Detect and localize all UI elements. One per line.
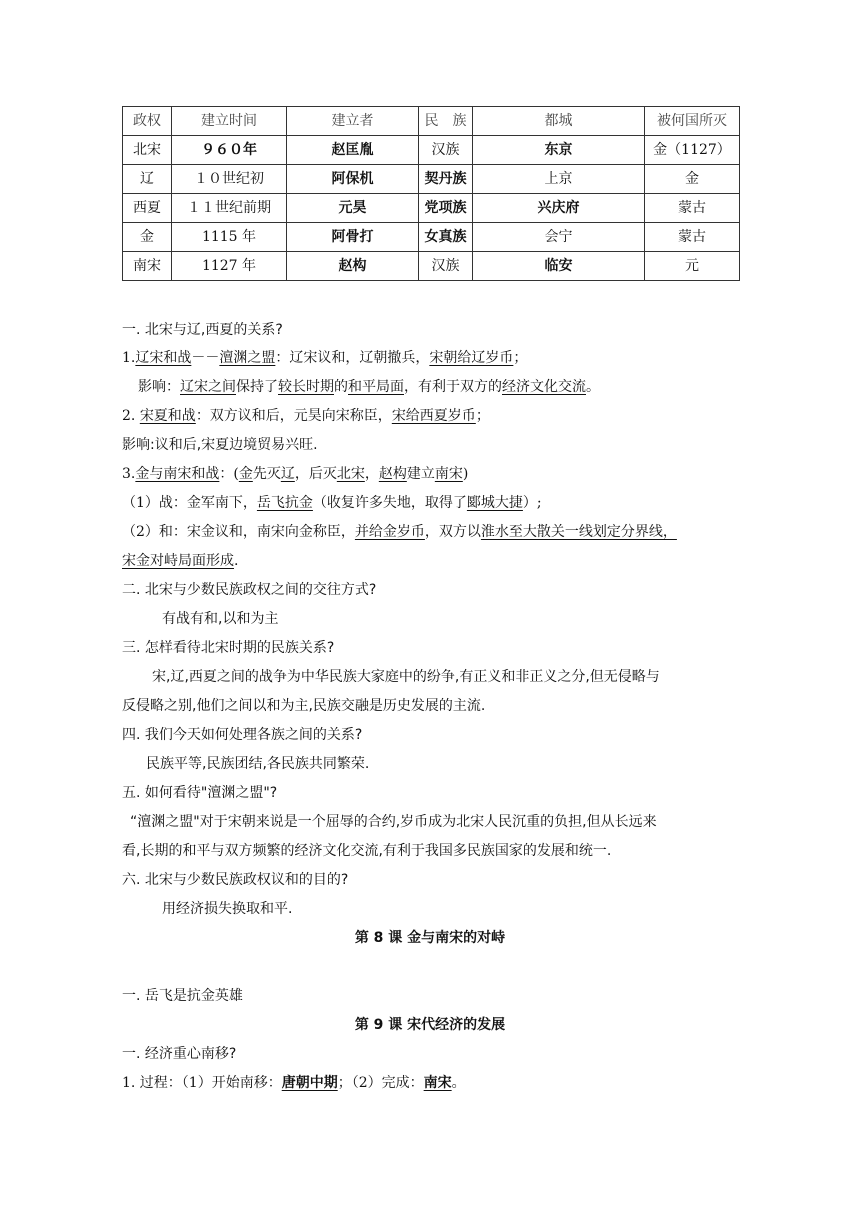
table-cell: 党项族 — [419, 194, 473, 223]
section-3-peace: （2）和：宋金议和，南宋向金称臣，并给金岁币，双方以淮水至大散关一线划定分界线， — [122, 524, 677, 540]
q5-answer-line1: “澶渊之盟"对于宋朝来说是一个屈辱的合约,岁币成为北宋人民沉重的负担,但从长远来 — [130, 814, 657, 830]
table-cell: 临安 — [473, 252, 645, 281]
lesson-9-process: 1. 过程：（1）开始南移：唐朝中期；（2）完成：南宋。 — [122, 1075, 466, 1091]
q4-title: 四. 我们今天如何处理各族之间的关系? — [122, 727, 363, 743]
table-cell: 阿保机 — [287, 165, 419, 194]
header-cell: 被何国所灭 — [645, 107, 740, 136]
table-cell: 汉族 — [419, 252, 473, 281]
table-cell: 会宁 — [473, 223, 645, 252]
table-cell: 金 — [645, 165, 740, 194]
table-cell: 女真族 — [419, 223, 473, 252]
section-3-line: 3.金与南宋和战：(金先灭辽，后灭北宋，赵构建立南宋) — [122, 466, 469, 482]
section-3-war: （1）战：金军南下，岳飞抗金（收复许多失地，取得了郾城大捷）; — [122, 495, 542, 511]
table-cell: 汉族 — [419, 136, 473, 165]
table-cell: 东京 — [473, 136, 645, 165]
table-cell: １０世纪初 — [172, 165, 287, 194]
header-cell: 都城 — [473, 107, 645, 136]
q4-answer: 民族平等,民族团结,各民族共同繁荣. — [146, 756, 370, 772]
regime-table — [122, 106, 740, 281]
section-3-peace-cont: 宋金对峙局面形成. — [122, 553, 239, 569]
table-row — [123, 223, 740, 252]
section-2-line: 2. 宋夏和战：双方议和后，元昊向宋称臣，宋给西夏岁币； — [122, 408, 490, 424]
table-cell: 1115 年 — [172, 223, 287, 252]
q2-title: 二. 北宋与少数民族政权之间的交往方式? — [122, 582, 377, 598]
table-row — [123, 165, 740, 194]
table-row — [123, 252, 740, 281]
header-cell: 建立者 — [287, 107, 419, 136]
table-cell: 阿骨打 — [287, 223, 419, 252]
header-cell: 民 族 — [419, 107, 473, 136]
q3-answer-line2: 反侵略之别,他们之间以和为主,民族交融是历史发展的主流. — [122, 698, 486, 714]
lesson-8-title: 第 8 课 金与南宋的对峙 — [354, 930, 506, 946]
table-cell: 蒙古 — [645, 223, 740, 252]
table-cell: 金 — [123, 223, 172, 252]
q3-answer-line1: 宋,辽,西夏之间的战争为中华民族大家庭中的纷争,有正义和非正义之分,但无侵略与 — [152, 669, 660, 685]
table-cell: 1127 年 — [172, 252, 287, 281]
table-cell: 上京 — [473, 165, 645, 194]
q6-answer: 用经济损失换取和平. — [162, 901, 293, 917]
table-header-row — [123, 107, 740, 136]
table-cell: １１世纪前期 — [172, 194, 287, 223]
table-cell: 西夏 — [123, 194, 172, 223]
q5-answer-line2: 看,长期的和平与双方频繁的经济文化交流,有利于我国多民族国家的发展和统一. — [122, 843, 612, 859]
table-row — [123, 194, 740, 223]
section-1-line: 1.辽宋和战－－澶渊之盟：辽宋议和，辽朝撤兵，宋朝给辽岁币； — [122, 350, 528, 366]
table-cell: 辽 — [123, 165, 172, 194]
section-1-impact: 影响：辽宋之间保持了较长时期的和平局面，有利于双方的经济文化交流。 — [138, 379, 600, 395]
q6-title: 六. 北宋与少数民族政权议和的目的? — [122, 872, 349, 888]
header-cell: 建立时间 — [172, 107, 287, 136]
q3-title: 三. 怎样看待北宋时期的民族关系? — [122, 640, 335, 656]
table-cell: 兴庆府 — [473, 194, 645, 223]
table-cell: 赵构 — [287, 252, 419, 281]
table-cell: 金（1127） — [645, 136, 740, 165]
q2-answer: 有战有和,以和为主 — [162, 611, 279, 627]
lesson-9-q1: 一. 经济重心南移? — [122, 1046, 237, 1062]
q1-title: 一. 北宋与辽,西夏的关系? — [122, 322, 283, 338]
header-cell: 政权 — [123, 107, 172, 136]
q5-title: 五. 如何看待"澶渊之盟"? — [122, 785, 278, 801]
table-cell: 元昊 — [287, 194, 419, 223]
table-row — [123, 136, 740, 165]
lesson-9-title: 第 9 课 宋代经济的发展 — [354, 1017, 506, 1033]
table-cell: ９６０年 — [172, 136, 287, 165]
lesson-8-item-1: 一. 岳飞是抗金英雄 — [122, 988, 243, 1004]
table-cell: 蒙古 — [645, 194, 740, 223]
section-2-impact: 影响:议和后,宋夏边境贸易兴旺. — [122, 437, 318, 453]
table-cell: 契丹族 — [419, 165, 473, 194]
table-cell: 北宋 — [123, 136, 172, 165]
table-cell: 南宋 — [123, 252, 172, 281]
table-cell: 元 — [645, 252, 740, 281]
table-cell: 赵匡胤 — [287, 136, 419, 165]
